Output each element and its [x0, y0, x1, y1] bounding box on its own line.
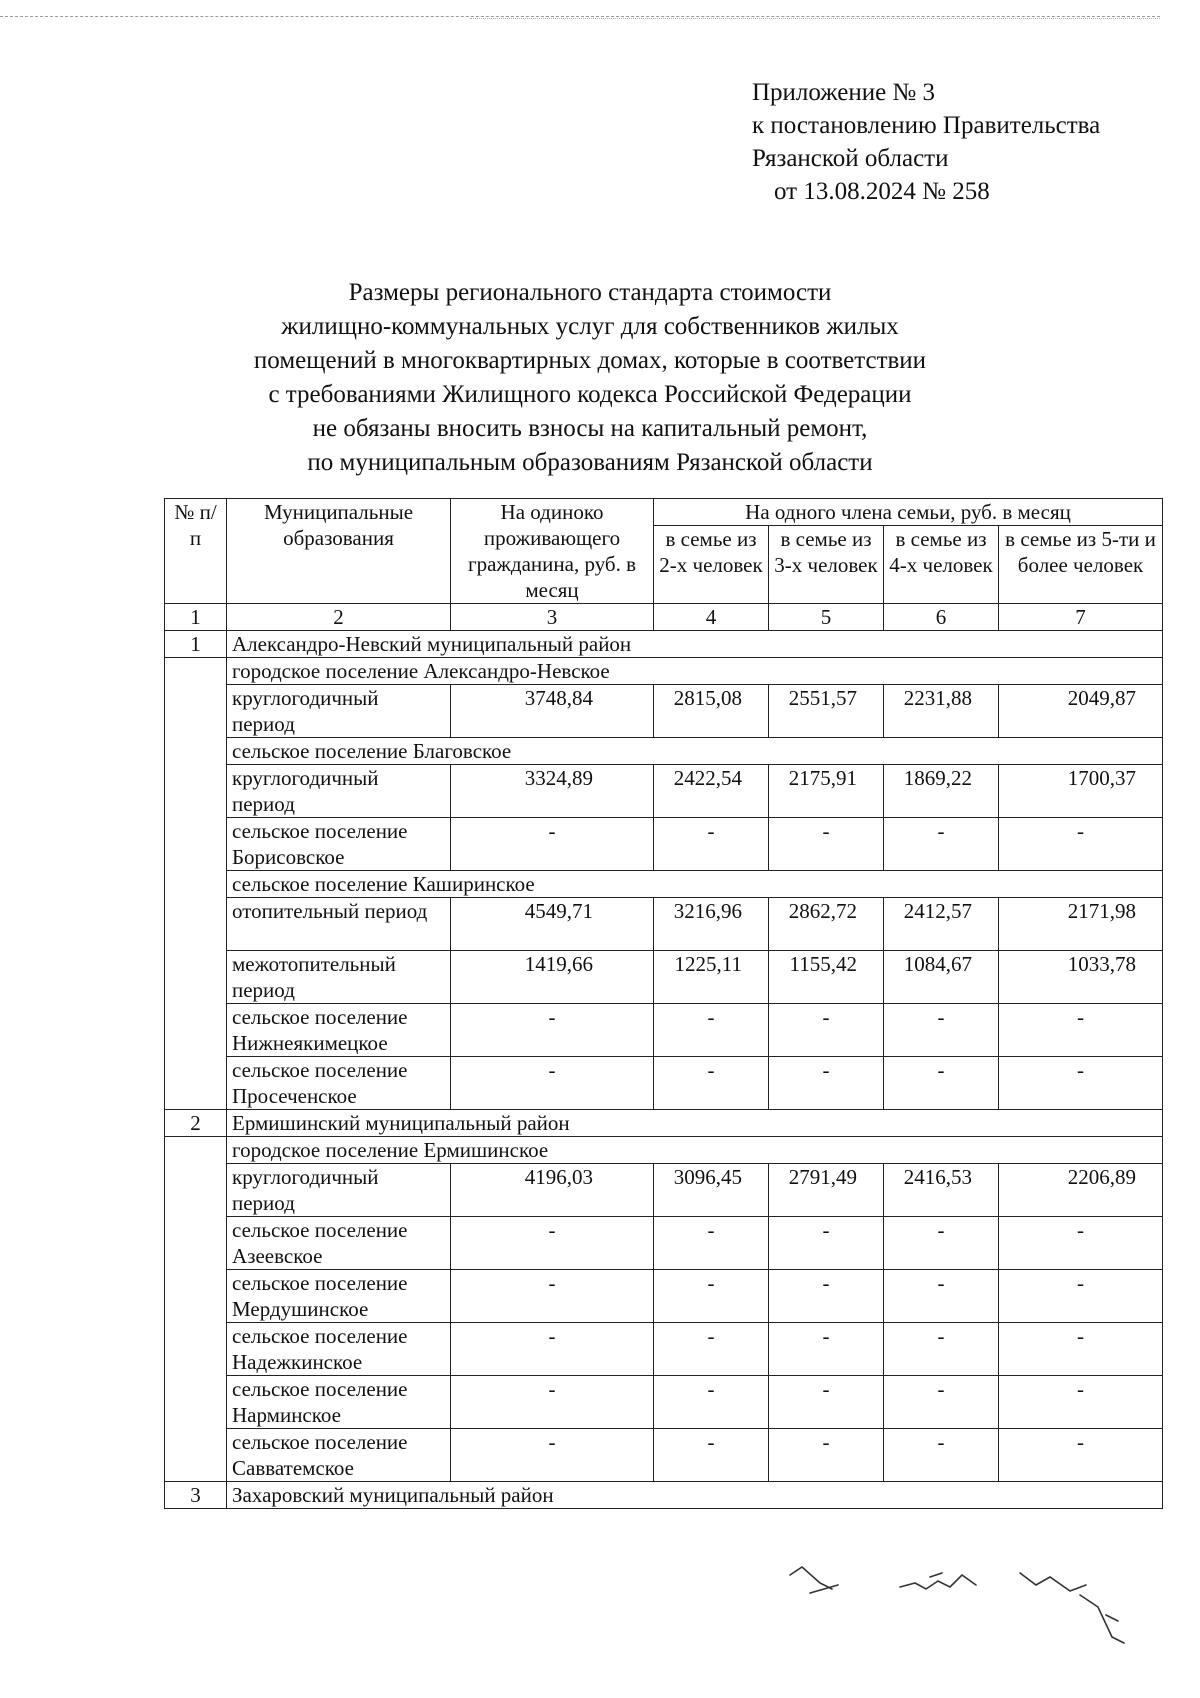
table-row	[165, 1164, 1163, 1217]
table-row	[165, 1429, 1163, 1482]
rate-value: 3216,96	[654, 898, 769, 951]
empty-value: -	[884, 1376, 999, 1429]
header-fam4: в семье из 4-х человек	[884, 526, 999, 604]
empty-value: -	[884, 1323, 999, 1376]
rate-value: 3096,45	[654, 1164, 769, 1217]
empty-value: -	[451, 1323, 654, 1376]
column-numbers-row	[165, 604, 1163, 631]
settlement-name: сельское поселение Каширинское	[227, 871, 1163, 898]
empty-value: -	[999, 1323, 1163, 1376]
table-row	[165, 738, 1163, 765]
row-label: отопительный период	[227, 898, 451, 951]
table-row	[165, 1217, 1163, 1270]
empty-value: -	[999, 1429, 1163, 1482]
row-label: сельское поселение Просеченское	[227, 1057, 451, 1110]
appendix-header	[752, 76, 1100, 208]
empty-value: -	[654, 1057, 769, 1110]
rate-value: 2551,57	[769, 685, 884, 738]
row-label: сельское поселение Нижнеякимецкое	[227, 1004, 451, 1057]
empty-value: -	[654, 1376, 769, 1429]
rate-value: 2175,91	[769, 765, 884, 818]
row-label: межотопительный период	[227, 951, 451, 1004]
empty-value: -	[884, 1429, 999, 1482]
empty-value: -	[451, 1376, 654, 1429]
row-label: сельское поселение Надежкинское	[227, 1323, 451, 1376]
empty-value: -	[769, 1323, 884, 1376]
row-label: сельское поселение Азеевское	[227, 1217, 451, 1270]
settlement-name: городское поселение Ермишинское	[227, 1137, 1163, 1164]
title-line: жилищно-коммунальных услуг для собственников жилых	[281, 313, 899, 340]
empty-value: -	[884, 1004, 999, 1057]
header-family-group: На одного члена семьи, руб. в месяц	[654, 499, 1163, 526]
empty-value: -	[884, 1057, 999, 1110]
empty-value: -	[451, 1057, 654, 1110]
column-number: 2	[227, 604, 451, 631]
rate-value: 1225,11	[654, 951, 769, 1004]
rate-value: 1155,42	[769, 951, 884, 1004]
table-row	[165, 765, 1163, 818]
row-label: круглогодичный период	[227, 685, 451, 738]
empty-value: -	[999, 1376, 1163, 1429]
empty-value: -	[654, 1217, 769, 1270]
settlement-name: городское поселение Александро-Невское	[227, 658, 1163, 685]
header-fam5: в семье из 5-ти и более человек	[999, 526, 1163, 604]
empty-value: -	[451, 818, 654, 871]
empty-value: -	[769, 1057, 884, 1110]
empty-value: -	[884, 1217, 999, 1270]
table-row	[165, 1004, 1163, 1057]
rate-value: 1869,22	[884, 765, 999, 818]
row-label: круглогодичный период	[227, 1164, 451, 1217]
empty-value: -	[451, 1270, 654, 1323]
region-name: Захаровский муниципальный район	[227, 1482, 1163, 1509]
row-label: сельское поселение Мердушинское	[227, 1270, 451, 1323]
header-single: На одиноко проживающего гражданина, руб. в месяц	[451, 499, 654, 604]
region-name: Александро-Невский муниципальный район	[227, 631, 1163, 658]
empty-value: -	[884, 818, 999, 871]
rates-table	[164, 498, 1163, 1509]
empty-value: -	[451, 1217, 654, 1270]
empty-value: -	[999, 818, 1163, 871]
appendix-line: Рязанской области	[752, 145, 949, 172]
row-label: круглогодичный период	[227, 765, 451, 818]
title-line: не обязаны вносить взносы на капитальный ремонт,	[312, 415, 868, 442]
column-number: 4	[654, 604, 769, 631]
empty-value: -	[999, 1217, 1163, 1270]
row-label: сельское поселение Нарминское	[227, 1376, 451, 1429]
rate-value: 2416,53	[884, 1164, 999, 1217]
empty-value: -	[451, 1004, 654, 1057]
settlement-name: сельское поселение Благовское	[227, 738, 1163, 765]
signature	[780, 1545, 1140, 1655]
table-row	[165, 1376, 1163, 1429]
column-number: 5	[769, 604, 884, 631]
rate-value: 2206,89	[999, 1164, 1163, 1217]
rate-value: 1700,37	[999, 765, 1163, 818]
column-number: 3	[451, 604, 654, 631]
rate-value: 2231,88	[884, 685, 999, 738]
region-name: Ермишинский муниципальный район	[227, 1110, 1163, 1137]
empty-value: -	[654, 1323, 769, 1376]
column-number: 6	[884, 604, 999, 631]
rate-value: 3324,89	[451, 765, 654, 818]
rate-value: 2815,08	[654, 685, 769, 738]
empty-value: -	[884, 1270, 999, 1323]
table-row	[165, 951, 1163, 1004]
header-municipality: Муниципальные образования	[227, 499, 451, 604]
table-row	[165, 685, 1163, 738]
header-fam3: в семье из 3-х человек	[769, 526, 884, 604]
table-row	[165, 818, 1163, 871]
rate-value: 2171,98	[999, 898, 1163, 951]
empty-value: -	[769, 1270, 884, 1323]
empty-value: -	[769, 1217, 884, 1270]
title-line: Размеры регионального стандарта стоимости	[348, 279, 832, 306]
table-row	[165, 871, 1163, 898]
empty-value: -	[999, 1004, 1163, 1057]
appendix-line: к постановлению Правительства	[752, 112, 1101, 139]
rate-value: 2049,87	[999, 685, 1163, 738]
empty-value: -	[769, 1429, 884, 1482]
rate-value: 2791,49	[769, 1164, 884, 1217]
row-label: сельское поселение Борисовское	[227, 818, 451, 871]
scan-edge-line	[470, 18, 1160, 19]
scan-edge-line	[0, 16, 1160, 17]
table-row	[165, 658, 1163, 685]
table-row	[165, 898, 1163, 951]
table-row	[165, 1270, 1163, 1323]
title-line: по муниципальным образованиям Рязанской области	[307, 449, 873, 476]
document-title	[250, 276, 930, 480]
column-number: 7	[999, 604, 1163, 631]
empty-value: -	[999, 1270, 1163, 1323]
table-row	[165, 631, 1163, 658]
empty-value: -	[999, 1057, 1163, 1110]
rate-value: 2412,57	[884, 898, 999, 951]
appendix-line: Приложение № 3	[752, 79, 936, 106]
rate-value: 1419,66	[451, 951, 654, 1004]
rate-value: 4196,03	[451, 1164, 654, 1217]
table-row	[165, 1482, 1163, 1509]
empty-value: -	[769, 1376, 884, 1429]
empty-value: -	[451, 1429, 654, 1482]
row-number: 3	[165, 1482, 227, 1509]
empty-value: -	[769, 818, 884, 871]
header-fam2: в семье из 2-х человек	[654, 526, 769, 604]
empty-value: -	[654, 818, 769, 871]
empty-value: -	[769, 1004, 884, 1057]
table-row	[165, 1323, 1163, 1376]
table-row	[165, 1137, 1163, 1164]
empty-value: -	[654, 1270, 769, 1323]
rate-value: 4549,71	[451, 898, 654, 951]
rate-value: 2422,54	[654, 765, 769, 818]
table-row	[165, 1057, 1163, 1110]
header-num: № п/п	[165, 499, 227, 604]
row-number: 2	[165, 1110, 227, 1137]
title-line: помещений в многоквартирных домах, которые в соответствии	[253, 347, 927, 374]
empty-value: -	[654, 1004, 769, 1057]
row-number-empty	[165, 658, 227, 1110]
row-label: сельское поселение Савватемское	[227, 1429, 451, 1482]
appendix-date: от 13.08.2024 № 258	[774, 178, 990, 205]
table-row	[165, 1110, 1163, 1137]
title-line: с требованиями Жилищного кодекса Российской Федерации	[268, 381, 912, 408]
empty-value: -	[654, 1429, 769, 1482]
row-number: 1	[165, 631, 227, 658]
rate-value: 1033,78	[999, 951, 1163, 1004]
rate-value: 2862,72	[769, 898, 884, 951]
rate-value: 1084,67	[884, 951, 999, 1004]
rate-value: 3748,84	[451, 685, 654, 738]
row-number-empty	[165, 1137, 227, 1482]
column-number: 1	[165, 604, 227, 631]
